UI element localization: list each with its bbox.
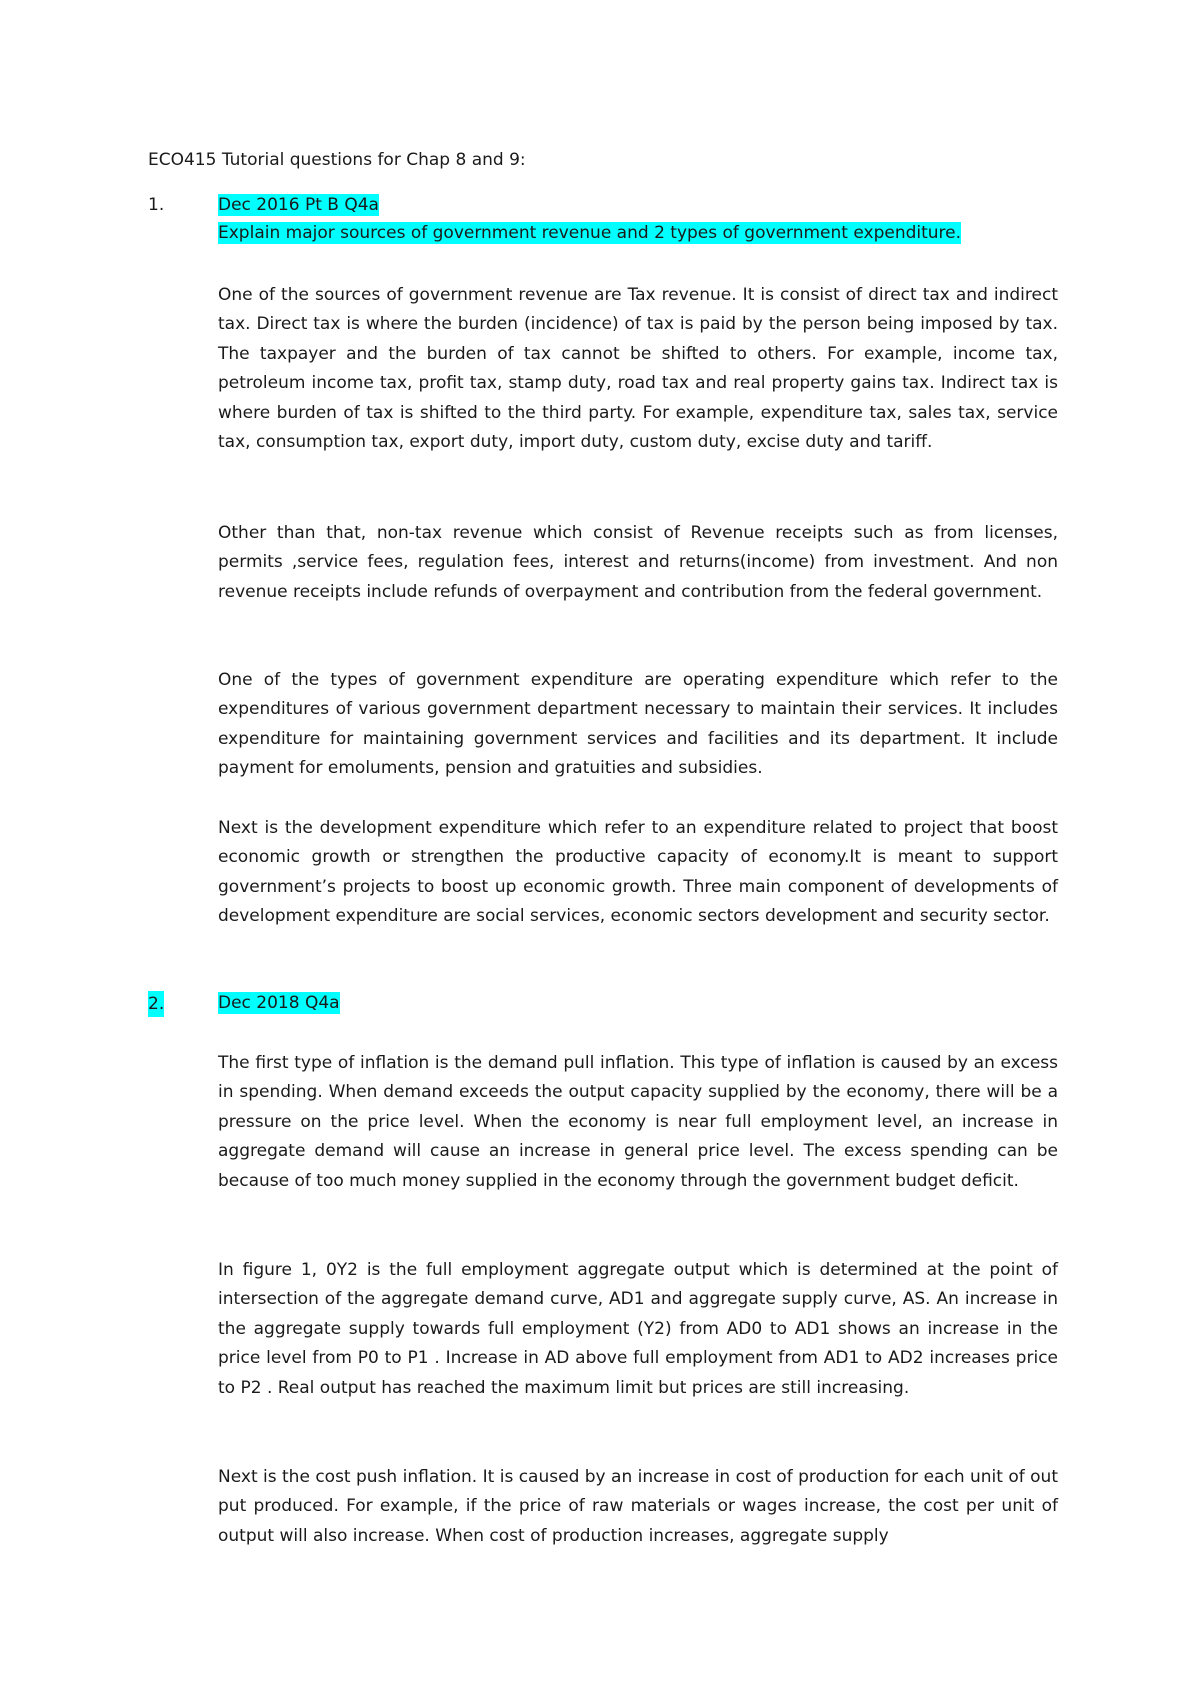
question-2-header [148,991,340,1015]
answer-1-paragraph: One of the types of government expenditure are operating expenditure which refer to the expenditures of various government department necessary to maintain their services. It includes expenditure for maintaining government services and facilities and its department. It include payment for emoluments, pension and gratuities and subsidies. [218,670,1058,779]
question-2-label: Dec 2018 Q4a [218,993,340,1013]
document-title: ECO415 Tutorial questions for Chap 8 and 9: [148,150,526,170]
answer-2-paragraph: In figure 1, 0Y2 is the full employment aggregate output which is determined at the point of intersection of the aggregate demand curve, AD1 and aggregate supply curve, AS. An increase in the aggregate supply towards full employment (Y2) from AD0 to AD1 shows an increase in the price level from P0 to P1 . Increase in AD above full employment from AD1 to AD2 increases price to P2 . Real output has reached the maximum limit but prices are still increasing. [218,1260,1058,1398]
question-1-number: 1. [148,195,165,215]
question-2-number: 2. [148,991,164,1017]
question-1-label: Dec 2016 Pt B Q4a [218,195,379,215]
question-1-prompt: Explain major sources of government revenue and 2 types of government expenditure. [218,223,962,243]
answer-2-paragraph: Next is the cost push inflation. It is caused by an increase in cost of production for each unit of out put produced. For example, if the price of raw materials or wages increase, the cost per unit of output will also increase. When cost of production increases, aggregate supply [218,1467,1058,1546]
question-1-header [148,193,379,217]
answer-1-paragraph: One of the sources of government revenue are Tax revenue. It is consist of direct tax and indirect tax. Direct tax is where the burden (incidence) of tax is paid by the person being imposed by tax. The taxpayer and the burden of tax cannot be shifted to others. For example, income tax, petroleum income tax, profit tax, stamp duty, road tax and real property gains tax. Indirect tax is where burden of tax is shifted to the third party. For example, expenditure tax, sales tax, service tax, consumption tax, export duty, import duty, custom duty, excise duty and tariff. [218,285,1058,453]
answer-1-paragraph: Other than that, non-tax revenue which consist of Revenue receipts such as from licenses, permits ,service fees, regulation fees, interest and returns(income) from investment. And non revenue receipts include refunds of overpayment and contribution from the federal government. [218,523,1058,602]
answer-1-paragraph: Next is the development expenditure which refer to an expenditure related to project that boost economic growth or strengthen the productive capacity of economy.It is meant to support government’s projects to boost up economic growth. Three main component of developments of development expenditure are social services, economic sectors development and security sector. [218,818,1058,927]
answer-2-paragraph: The first type of inflation is the demand pull inflation. This type of inflation is caused by an excess in spending. When demand exceeds the output capacity supplied by the economy, there will be a pressure on the price level. When the economy is near full employment level, an increase in aggregate demand will cause an increase in general price level. The excess spending can be because of too much money supplied in the economy through the government budget deficit. [218,1053,1058,1191]
question-1-text [218,221,961,245]
